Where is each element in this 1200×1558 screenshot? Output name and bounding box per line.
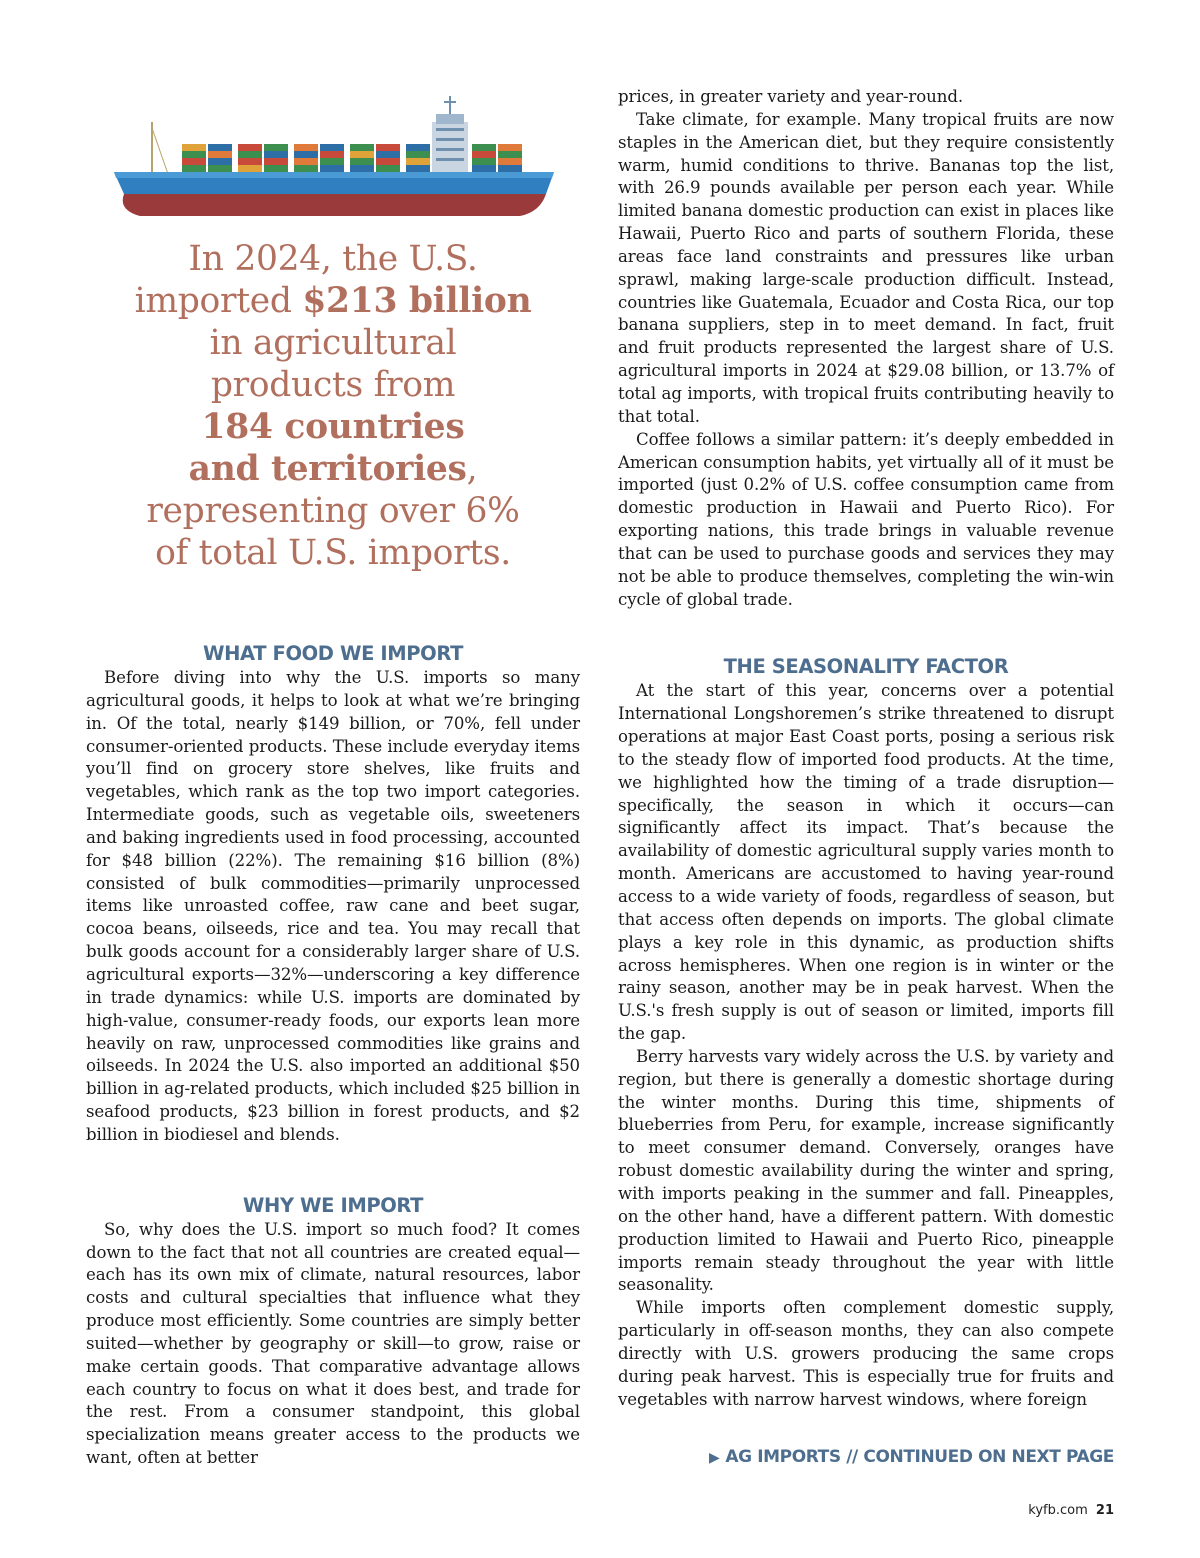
callout-line bbox=[86, 280, 580, 322]
continued-on-next-page bbox=[709, 1447, 1114, 1467]
callout-line: of total U.S. imports. bbox=[155, 533, 511, 573]
paragraph: Coffee follows a similar pattern: it’s deeply embedded in American consumption habits, yet virtually all of it must be imported (just 0.2% of U.S. coffee consumption came from domestic production in Hawaii and Puerto Rico). For exporting nations, this trade brings in valuable revenue that can be used to purchase goods and services they may not be able to produce themselves, completing the win-win cycle of global trade. bbox=[618, 429, 1114, 609]
callout-text: , bbox=[466, 449, 478, 489]
section-heading-seasonality: THE SEASONALITY FACTOR bbox=[723, 655, 1009, 679]
callout-quote bbox=[86, 238, 580, 574]
left-column bbox=[86, 80, 580, 1470]
section-heading-what-we-import: WHAT FOOD WE IMPORT bbox=[203, 642, 463, 665]
page-number: 21 bbox=[1095, 1503, 1114, 1518]
footer-site: kyfb.com bbox=[1028, 1503, 1088, 1518]
container-ship-icon bbox=[110, 92, 558, 222]
callout-line: products from bbox=[210, 365, 456, 405]
paragraph: prices, in greater variety and year-round. bbox=[618, 87, 964, 106]
callout-line bbox=[86, 448, 580, 490]
page-footer bbox=[1028, 1503, 1114, 1518]
section-heading-why-we-import: WHY WE IMPORT bbox=[242, 1193, 424, 1217]
paragraph: Berry harvests vary widely across the U.S. by variety and region, but there is generally a domestic shortage during the winter months. During this time, shipments of blueberries from Peru, for example, increase significantly to meet consumer demand. Conversely, oranges have robust domestic availability during the winter and spring, with imports peaking in the summer and fall. Pineapples, on the other hand, have a different pattern. With domestic production limited to Hawaii and Puerto Rico, pineapple imports remain steady throughout the year with little seasonality. bbox=[618, 1046, 1114, 1295]
right-column bbox=[618, 86, 1114, 1411]
section-body-what-we-import bbox=[86, 667, 580, 1147]
continued-label: AG IMPORTS // CONTINUED ON NEXT PAGE bbox=[725, 1447, 1114, 1467]
paragraph: While imports often complement domestic supply, particularly in off-season months, they can also compete directly with U.S. growers producing the same crops during peak harvest. This is especially true for fruits and vegetables with narrow harvest windows, where foreign bbox=[618, 1298, 1114, 1409]
play-arrow-icon: ▶ bbox=[708, 1450, 720, 1466]
callout-emphasis: and territories bbox=[188, 449, 467, 489]
callout-line: in agricultural bbox=[209, 323, 457, 363]
callout-line bbox=[86, 406, 580, 448]
callout-text: imported bbox=[134, 281, 303, 321]
paragraph: At the start of this year, concerns over a potential International Longshoremen’s strike threatened to disrupt operations at major East Coast ports, posing a serious risk to the steady flow of imported food products. At the time, we highlighted how the timing of a trade disruption—specifically, the season in which it occurs—can significantly affect its impact. That’s because the availability of domestic agricultural supply varies month to month. Americans are accustomed to having year-round access to a wide variety of foods, regardless of season, but that access often depends on imports. The global climate plays a key role in this dynamic, as production shifts across hemispheres. When one region is in winter or the rainy season, another may be in peak harvest. When the U.S.'s fresh supply is out of season or limited, imports fill the gap. bbox=[618, 681, 1114, 1044]
callout-line: In 2024, the U.S. bbox=[188, 239, 478, 279]
paragraph: Before diving into why the U.S. imports so many agricultural goods, it helps to look at what we’re bringing in. Of the total, nearly $149 billion, or 70%, fell under consumer-oriented products. These include everyday items you’ll find on grocery store shelves, like fruits and vegetables, which rank as the top two import categories. Intermediate goods, such as vegetable oils, sweeteners and baking ingredients used in food processing, accounted for $48 billion (22%). The remaining $16 billion (8%) consisted of bulk commodities—primarily unprocessed items like unroasted coffee, raw cane and beet sugar, cocoa beans, oilseeds, rice and tea. You may recall that bulk goods account for a considerably larger share of U.S. agricultural exports—32%—underscoring a key difference in trade dynamics: while U.S. imports are dominated by high-value, consumer-ready foods, our exports lean more heavily on raw, unprocessed commodities like grains and oilseeds. In 2024 the U.S. also imported an additional $50 billion in ag-related products, which included $25 billion in seafood products, $23 billion in forest products, and $2 billion in biodiesel and blends. bbox=[86, 668, 580, 1144]
continued-body bbox=[618, 86, 1114, 611]
paragraph: Take climate, for example. Many tropical fruits are now staples in the American diet, but they require consistently warm, humid conditions to thrive. Bananas top the list, with 26.9 pounds available per person each year. While limited banana domestic production can exist in places like Hawaii, Puerto Rico and parts of southern Florida, these areas face land constraints and pressures like urban sprawl, making large-scale production difficult. Instead, countries like Guatemala, Ecuador and Costa Rica, our top banana suppliers, step in to meet demand. In fact, fruit and fruit products represented the largest share of U.S. agricultural imports in 2024 at $29.08 billion, or 13.7% of total ag imports, with tropical fruits contributing heavily to that total. bbox=[618, 109, 1114, 426]
section-body-why-we-import bbox=[86, 1219, 580, 1470]
callout-emphasis: $213 billion bbox=[302, 281, 532, 321]
section-body-seasonality bbox=[618, 680, 1114, 1411]
callout-line: representing over 6% bbox=[146, 491, 520, 531]
callout-emphasis: 184 countries bbox=[201, 407, 465, 447]
paragraph: So, why does the U.S. import so much food? It comes down to the fact that not all countries are created equal—each has its own mix of climate, natural resources, labor costs and cultural specialties that influence what they produce most efficiently. Some countries are simply better suited—whether by geography or skill—to grow, raise or make certain goods. That comparative advantage allows each country to focus on what it does best, and trade for the rest. From a consumer standpoint, this global specialization means greater access to the products we want, often at better bbox=[86, 1219, 580, 1468]
